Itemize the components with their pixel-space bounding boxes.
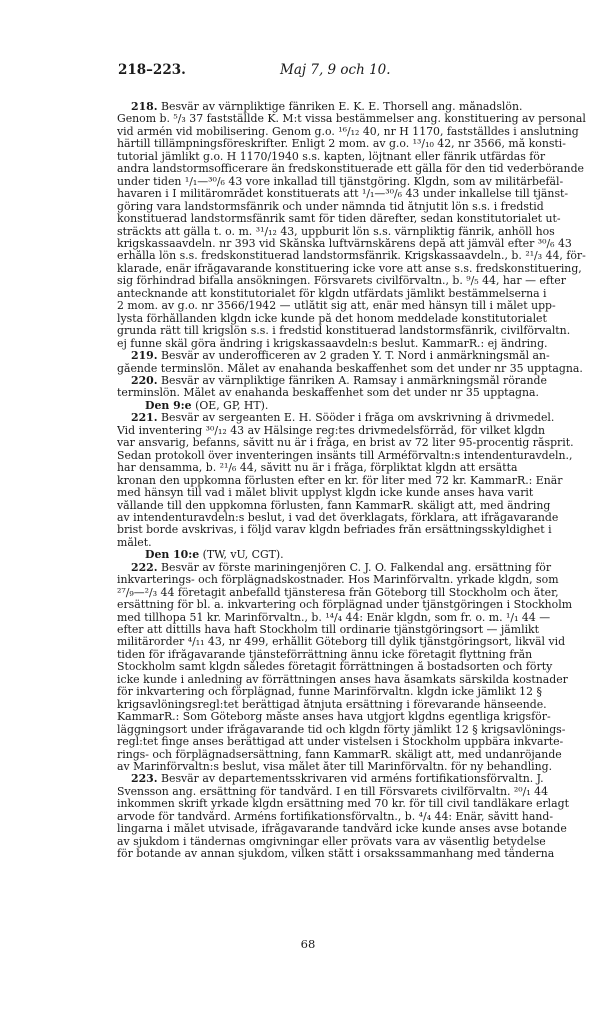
text-line: av sjukdom i tändernas omgivningar eller prövats vara av väsentlig betydelse [117,835,546,848]
text-line: ej funne skäl göra ändring i krigskassaavdeln:s beslut. KammarR.: ej ändring. [117,337,548,350]
case-range: 218–223. [118,62,186,78]
text-line: gående terminslön. Målet av enahanda beskaffenhet som det under nr 35 upptagna. [117,362,583,375]
text-line: Svensson ang. ersättning för tandvård. I en till Försvarets civilförvaltn. ²⁰/₁ 44 [117,785,549,798]
page-header [118,62,498,86]
text-line: rings- och förplägnadsersättning, fann KammarR. skäligt att, med undanröjande [117,748,562,761]
text-line: av Marinförvaltn:s beslut, visa målet åter till Marinförvaltn. för ny behandling. [117,761,553,774]
text-line: arvode för tandvård. Arméns fortifikationsförvaltn., b. ⁴/₄ 44: Enär, såvitt hand- [117,810,554,823]
header-dates: Maj 7, 9 och 10. [280,62,391,78]
text-line: Sedan protokoll över inventeringen insänts till Arméförvaltn:s intendenturavdeln., [117,449,573,462]
text-line: efter att dittills hava haft Stockholm till ordinarie tjänstgöringsort — jämlikt [117,624,540,637]
text-line: klarade, enär ifrågavarande konstituering icke vore att anse s.s. fredskonstituering, [117,262,582,275]
text-line: med hänsyn till vad i målet blivit upplyst klgdn icke kunde anses hava varit [117,487,534,500]
text-line: vållande till den uppkomna förlusten, fann KammarR. skäligt att, med ändring [117,499,551,512]
text-line: terminslön. Målet av enahanda beskaffenhet som det under nr 35 upptagna. [117,387,539,400]
text-line: KammarR.: Som Göteborg måste anses hava utgjort klgdns egentliga krigsför- [117,711,551,724]
text-line: konstituerad landstormsfänrik samt för tiden därefter, sedan konstitutorialet ut- [117,213,561,226]
text-line: antecknande att konstitutorialet för klgdn utfärdats jämlikt bestämmelserna i [117,287,547,300]
text-line: andra landstormsofficerare än fredskonstituerade ett gälla för den tid vederbörande [117,163,584,176]
text-line: 221. Besvär av sergeanten E. H. Sööder i fråga om avskrivning å drivmedel. [131,412,555,425]
text-line: har densamma, b. ²¹/₆ 44, såvitt nu är i fråga, förpliktat klgdn att ersätta [117,462,518,475]
text-line: sig förhindrad bifalla ansökningen. Försvarets civilförvaltn., b. ⁹/₅ 44, har — efter [117,275,566,288]
text-line: erhålla lön s.s. fredskonstituerad landstormsfänrik. Krigskassaavdeln., b. ²¹/₃ 44, för- [117,250,586,263]
day-heading: Den 10:e (TW, vU, CGT). [145,549,284,562]
text-line: Stockholm samt klgdn således företagit förrättningen å bostadsorten och förty [117,661,553,674]
text-line: krigskassaavdeln. nr 393 vid Skånska luftvärnskårens depå att jämväl efter ³⁰/₆ 43 [117,237,572,250]
text-line: vid armén vid mobilisering. Genom g.o. ¹⁶/₁₂ 40, nr H 1170, fastställdes i anslutning [117,125,579,138]
text-line: härtill tillämpningsföreskrifter. Enligt 2 mom. av g.o. ¹³/₁₀ 42, nr 3566, må konsti- [117,138,566,151]
text-line: krigsavlöningsregl:tet berättigad åtnjuta ersättning i förevarande hänseende. [117,698,547,711]
text-line: inkvarterings- och förplägnadskostnader. Hos Marinförvaltn. yrkade klgdn, som [117,574,559,587]
text-line: var ansvarig, befanns, såvitt nu är i fråga, en brist av 72 liter 95-procentig råsprit. [117,437,574,450]
text-line: kronan den uppkomna förlusten efter en kr. för liter med 72 kr. KammarR.: Enär [117,474,563,487]
text-line: för botande av annan sjukdom, vilken stått i orsakssammanhang med tänderna [117,848,555,861]
text-line: brist borde avskrivas, i följd varav klgdn befriades från ersättningsskyldighet i [117,524,552,537]
text-line: göring vara landstormsfänrik och under nämnda tid åtnjutit lön s.s. i fredstid [117,200,544,213]
day-heading: Den 9:e (OE, GP, HT). [145,399,269,412]
text-line: för inkvartering och förplägnad, funne Marinförvaltn. klgdn icke jämlikt 12 § [117,686,542,699]
text-line: sträckts att gälla t. o. m. ³¹/₁₂ 43, uppburit lön s.s. värnpliktig fänrik, anhöll hos [117,225,555,238]
text-line: målet. [117,536,152,549]
text-line: lingarna i målet utvisade, ifrågavarande tandvård icke kunde anses avse botande [117,823,567,836]
text-line: havaren i I militärområdet konstituerats att ¹/₁—³⁰/₆ 43 under inkallelse till tjänst- [117,188,569,201]
text-line: militärorder ⁴/₁₁ 43, nr 499, erhållit Göteborg till dylik tjänstgöringsort, likväl vid [117,636,566,649]
text-line: inkommen skrift yrkade klgdn ersättning med 70 kr. för till civil tandläkare erlagt [117,798,570,811]
text-line: Genom b. ⁵/₃ 37 fastställde K. M:t vissa bestämmelser ang. konstituering av personal [117,113,586,126]
text-line: läggningsort under ifrågavarande tid och klgdn förty jämlikt 12 § krigsavlönings- [117,723,566,736]
text-line: 220. Besvär av värnpliktige fänriken A. Ramsay i anmärkningsmål rörande [131,374,547,387]
text-line: med tillhopa 51 kr. Marinförvaltn., b. ¹⁴/₄ 44: Enär klgdn, som fr. o. m. ¹/₁ 44 — [117,611,551,624]
text-line: 219. Besvär av underofficeren av 2 graden Y. T. Nord i anmärkningsmål an- [131,350,550,363]
body-text [117,101,614,861]
text-line: grunda rätt till krigslön s.s. i fredstid konstituerad landstormsfänrik, civilförvaltn. [117,325,571,338]
text-line: Vid inventering ³⁰/₁₂ 43 av Hälsinge reg:tes drivmedelsförråd, för vilket klgdn [117,424,546,437]
text-line: 2 mom. av g.o. nr 3566/1942 — utlåtit sig att, enär med hänsyn till i målet upp- [117,300,556,313]
text-line: 218. Besvär av värnpliktige fänriken E. K. E. Thorsell ang. månadslön. [131,101,523,113]
text-line: av intendenturavdeln:s beslut, i vad det överklagats, förklara, att ifrågavarande [117,511,559,524]
text-line: lysta förhållanden klgdn icke kunde på det honom meddelade konstitutorialet [117,312,547,325]
text-line: 222. Besvär av förste mariningenjören C. J. O. Falkendal ang. ersättning för [131,561,552,574]
text-line: 223. Besvär av departementsskrivaren vid arméns fortifikationsförvaltn. J. [131,773,544,786]
text-line: tutorial jämlikt g.o. H 1170/1940 s.s. kapten, löjtnant eller fänrik utfärdas för [117,150,546,163]
text-line: ²⁷/₉—²/₃ 44 företagit anbefalld tjänsteresa från Göteborg till Stockholm och åter, [117,586,559,599]
text-line: icke kunde i anledning av förrättningen anses hava åsamkats särskilda kostnader [117,673,568,686]
text-line: regl:tet finge anses berättigad att under vistelsen i Stockholm uppbära inkvarte- [117,736,564,749]
text-line: under tiden ¹/₁—³⁰/₆ 43 vore inkallad till tjänstgöring. Klgdn, som av militärbefäl- [117,175,564,188]
text-line: ersättning för bl. a. inkvartering och förplägnad under tjänstgöringen i Stockholm [117,599,573,612]
text-line: tiden för ifrågavarande tjänsteförrättning ännu icke företagit flyttning från [117,648,533,661]
page-number: 68 [300,937,316,951]
